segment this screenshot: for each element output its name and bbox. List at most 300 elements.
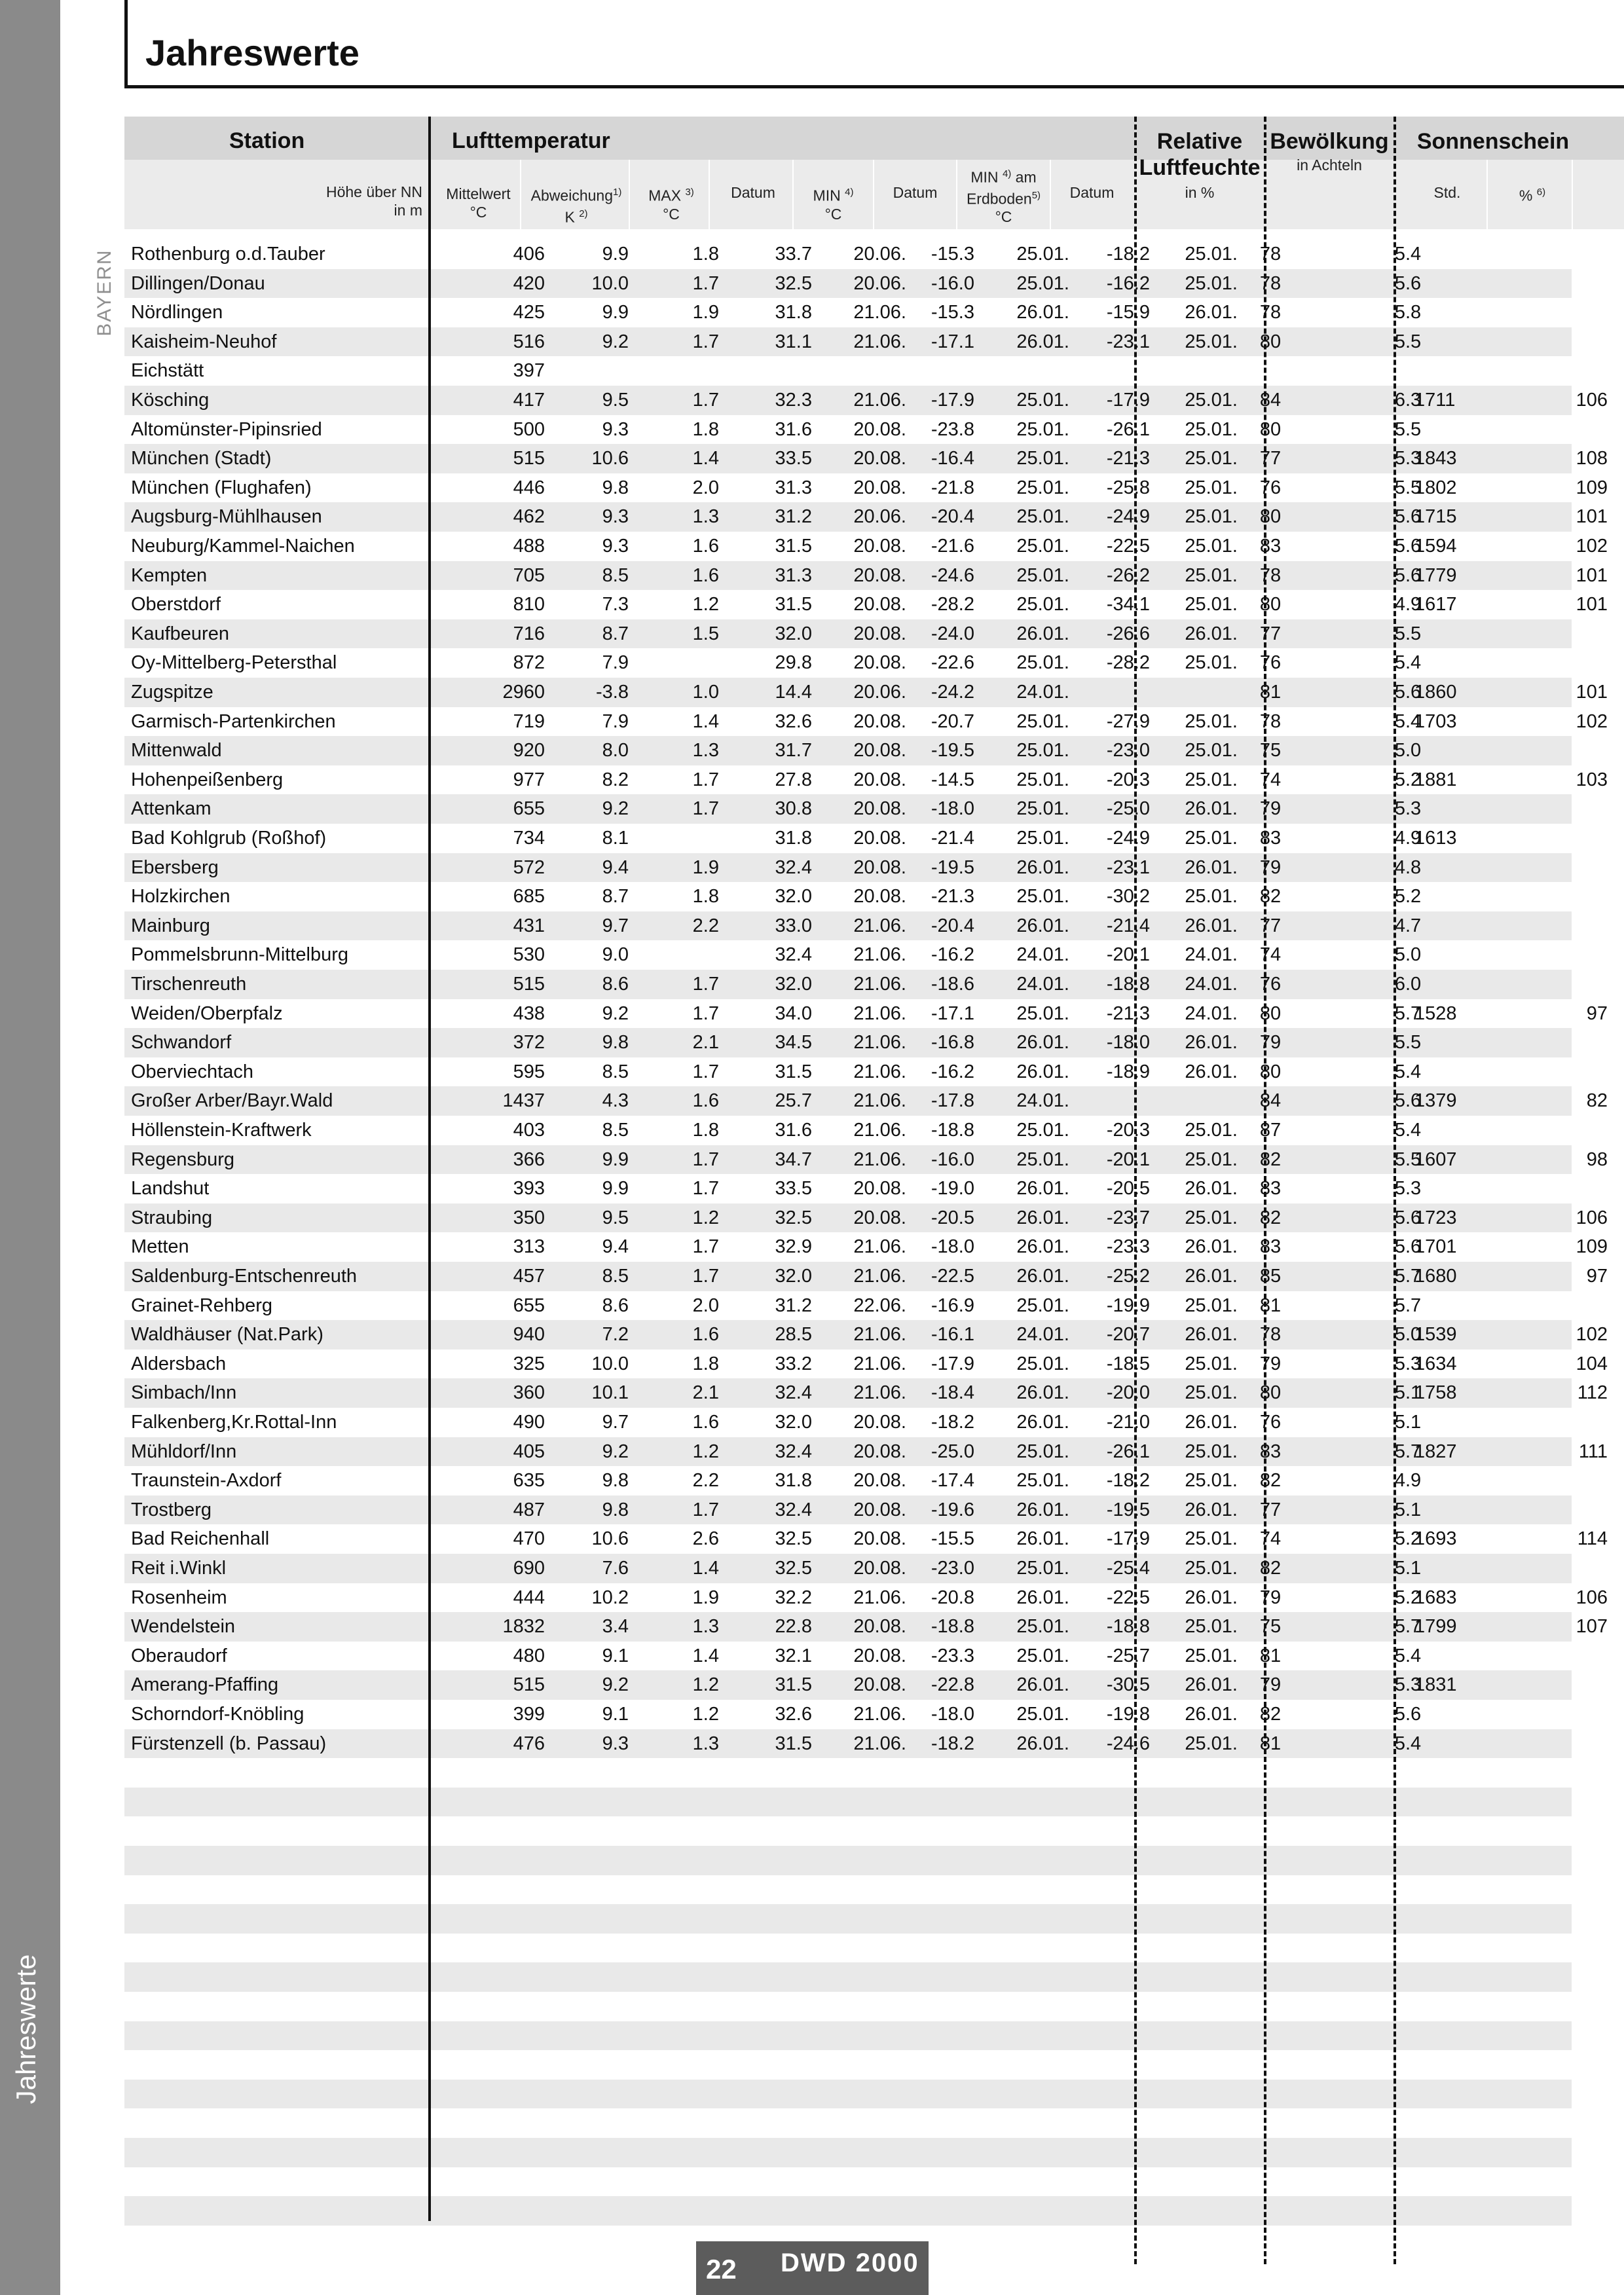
cell-min: -22.5 (931, 1266, 974, 1287)
cell-erd: -22.5 (1106, 536, 1150, 557)
cell-mittel: 7.2 (602, 1324, 629, 1346)
header-lufttemperatur: Lufttemperatur (452, 128, 610, 153)
cell-station: Grainet-Rehberg (131, 1294, 272, 1316)
cell-feuchte: 76 (1259, 974, 1282, 995)
footnote-2: 2) (579, 208, 588, 219)
cell-min-d: 25.01. (1016, 769, 1069, 790)
cell-feuchte: 78 (1259, 1324, 1282, 1346)
cell-std (1414, 736, 1513, 765)
cell-station: Nördlingen (131, 302, 223, 323)
subheader-hoehe (288, 183, 422, 219)
cell-max: 31.5 (775, 594, 812, 615)
cell-abw: 1.3 (692, 1733, 719, 1754)
cell-station: Garmisch-Partenkirchen (131, 710, 336, 732)
cell-hoehe: 500 (513, 418, 545, 440)
cell-mittel: 10.1 (591, 1382, 629, 1404)
cell-min: -17.9 (931, 1353, 974, 1374)
cell-erd-d: 25.01. (1185, 1120, 1238, 1141)
cell-min: -21.6 (931, 536, 974, 557)
cell-min: -16.1 (931, 1324, 974, 1346)
cell-hoehe: 977 (513, 769, 545, 790)
cell-min-d: 24.01. (1016, 974, 1069, 995)
cell-hoehe: 515 (513, 1674, 545, 1696)
cell-erd-d: 25.01. (1185, 536, 1238, 557)
cell-feuchte: 81 (1259, 1294, 1282, 1316)
cell-station: Oberstdorf (131, 594, 221, 615)
cell-pct (1500, 298, 1608, 327)
cell-max: 32.6 (775, 1704, 812, 1725)
cell-min-d: 25.01. (1016, 448, 1069, 469)
cell-erd: -20.1 (1106, 944, 1150, 966)
cell-mittel: 9.4 (602, 856, 629, 878)
cell-min-d: 25.01. (1016, 1704, 1069, 1725)
cell-feuchte: 80 (1259, 331, 1282, 352)
cell-std (1414, 940, 1513, 970)
table-row (124, 269, 1572, 299)
cell-max-d: 20.08. (853, 418, 906, 440)
cell-erd: -23.0 (1106, 740, 1150, 762)
cell-std: 1881 (1414, 769, 1457, 790)
cell-feuchte: 82 (1259, 1558, 1282, 1579)
table-row (124, 356, 1572, 386)
cell-station: Falkenberg,Kr.Rottal-Inn (131, 1412, 337, 1433)
cell-mittel: 10.0 (591, 1353, 629, 1374)
cell-erd: -26.1 (1106, 418, 1150, 440)
cell-min-d: 25.01. (1016, 564, 1069, 586)
cell-std (1414, 327, 1513, 357)
cell-min-d: 25.01. (1016, 798, 1069, 820)
cell-max: 34.5 (775, 1032, 812, 1054)
cell-min: -17.9 (931, 390, 974, 411)
cell-min-d: 25.01. (1016, 828, 1069, 849)
cell-hoehe: 690 (513, 1558, 545, 1579)
table-row (124, 1788, 1572, 1817)
cell-erd-d: 25.01. (1185, 390, 1238, 411)
cell-abw: 2.2 (692, 915, 719, 936)
cell-hoehe: 406 (513, 244, 545, 265)
cell-max-d: 21.06. (853, 915, 906, 936)
cell-feuchte: 78 (1259, 302, 1282, 323)
cell-min: -20.5 (931, 1207, 974, 1228)
cell-pct: 114 (1577, 1528, 1608, 1550)
cell-erd: -21.4 (1106, 915, 1150, 936)
cell-min: -24.6 (931, 564, 974, 586)
table-row (124, 1962, 1572, 1992)
cell-mittel: 9.8 (602, 1470, 629, 1492)
cell-std (1414, 298, 1513, 327)
cell-max: 31.7 (775, 740, 812, 762)
cell-bew: 5.2 (1394, 1528, 1422, 1550)
cell-mittel: 9.9 (602, 244, 629, 265)
table-row (124, 532, 1608, 561)
footnote-3: 3) (685, 187, 694, 198)
cell-erd-d: 25.01. (1185, 272, 1238, 294)
cell-pct: 102 (1576, 1324, 1608, 1346)
cell-hoehe: 716 (513, 623, 545, 644)
cell-pct: 101 (1576, 564, 1608, 586)
table-row (124, 736, 1572, 765)
cell-min-d: 26.01. (1016, 1236, 1069, 1258)
cell-hoehe: 655 (513, 798, 545, 820)
cell-bew: 5.3 (1394, 798, 1422, 820)
cell-hoehe: 872 (513, 652, 545, 674)
cell-max-d: 20.08. (853, 1558, 906, 1579)
cell-hoehe: 572 (513, 856, 545, 878)
cell-bew: 5.5 (1394, 1148, 1422, 1170)
table-row (124, 1642, 1572, 1671)
cell-min: -16.8 (931, 1032, 974, 1054)
cell-bew: 5.3 (1394, 1674, 1422, 1696)
cell-feuchte: 82 (1259, 886, 1282, 908)
cell-min: -21.8 (931, 477, 974, 498)
cell-abw: 1.7 (692, 272, 719, 294)
cell-feuchte: 80 (1259, 1382, 1282, 1404)
cell-pct: 106 (1576, 1207, 1608, 1228)
cell-pct (1500, 853, 1608, 883)
cell-abw: 1.8 (692, 1120, 719, 1141)
cell-station: Oberviechtach (131, 1061, 253, 1082)
cell-std (1414, 356, 1513, 386)
cell-max-d: 21.06. (853, 1382, 906, 1404)
cell-max: 31.8 (775, 1470, 812, 1492)
table-row (124, 1349, 1608, 1379)
cell-abw: 1.3 (692, 506, 719, 528)
cell-bew: 5.7 (1394, 1441, 1422, 1462)
cell-max: 32.9 (775, 1236, 812, 1258)
cell-max-d: 21.06. (853, 974, 906, 995)
cell-erd-d: 26.01. (1185, 1324, 1238, 1346)
cell-abw: 1.5 (692, 623, 719, 644)
cell-feuchte (1198, 356, 1342, 386)
cell-max: 31.1 (775, 331, 812, 352)
cell-station: Attenkam (131, 798, 212, 820)
cell-pct (1500, 240, 1608, 269)
cell-abw: 1.9 (692, 856, 719, 878)
cell-feuchte: 77 (1259, 1499, 1282, 1520)
cell-pct (1500, 1291, 1608, 1321)
cell-erd: -23.1 (1106, 856, 1150, 878)
cell-station: Neuburg/Kammel-Naichen (131, 536, 355, 557)
cell-station: Straubing (131, 1207, 213, 1228)
cell-hoehe: 372 (513, 1032, 545, 1054)
cell-hoehe: 457 (513, 1266, 545, 1287)
cell-min: -22.8 (931, 1674, 974, 1696)
cell-min-d: 26.01. (1016, 915, 1069, 936)
cell-abw: 1.6 (692, 1324, 719, 1346)
cell-max-d: 20.08. (853, 1441, 906, 1462)
subheader-max-label: MAX (648, 187, 682, 204)
table-row (124, 327, 1572, 357)
cell-mittel: 9.2 (602, 1441, 629, 1462)
cell-min-d: 25.01. (1016, 1002, 1069, 1024)
cell-max-d: 21.06. (853, 1002, 906, 1024)
cell-hoehe: 425 (513, 302, 545, 323)
cell-station: Kempten (131, 564, 208, 586)
subheader-pct (1500, 183, 1565, 205)
cell-erd: -27.9 (1106, 710, 1150, 732)
cell-std: 1617 (1414, 594, 1457, 615)
cell-erd: -30.2 (1106, 886, 1150, 908)
subheader-mittelwert (437, 185, 519, 221)
cell-max-d: 20.08. (853, 740, 906, 762)
cell-min: -19.0 (931, 1178, 974, 1200)
footnote-4b: 4) (1002, 168, 1012, 179)
cell-station: Schorndorf-Knöbling (131, 1704, 304, 1725)
subheader-max-datum: Datum (731, 184, 775, 201)
cell-feuchte: 74 (1259, 944, 1282, 966)
cell-pct: 112 (1577, 1382, 1608, 1404)
cell-std (1414, 1057, 1513, 1087)
cell-erd-d: 25.01. (1185, 1528, 1238, 1550)
cell-max-d: 21.06. (853, 1148, 906, 1170)
table-row (124, 678, 1608, 707)
cell-min: -28.2 (931, 594, 974, 615)
cell-std: 1594 (1414, 536, 1457, 557)
cell-min: -18.0 (931, 1236, 974, 1258)
cell-mittel: 9.5 (602, 390, 629, 411)
cell-feuchte: 80 (1259, 1061, 1282, 1082)
cell-pct (1500, 824, 1608, 853)
table-row (124, 1466, 1572, 1496)
table-row (124, 1320, 1608, 1349)
cell-erd-d: 25.01. (1185, 477, 1238, 498)
cell-hoehe: 350 (513, 1207, 545, 1228)
footer-brand: DWD 2000 (781, 2249, 919, 2277)
cell-feuchte: 78 (1259, 272, 1282, 294)
cell-pct (1500, 1700, 1608, 1729)
cell-std: 1723 (1414, 1207, 1457, 1228)
cell-erd-d: 26.01. (1185, 302, 1238, 323)
cell-abw: 1.2 (692, 1441, 719, 1462)
cell-bew: 5.2 (1394, 1587, 1422, 1608)
cell-pct (1500, 356, 1608, 386)
dashed-divider (1134, 117, 1137, 2264)
cell-std: 1843 (1414, 448, 1457, 469)
cell-min-d: 24.01. (1016, 1324, 1069, 1346)
cell-max-d: 20.08. (853, 594, 906, 615)
cell-hoehe: 719 (513, 710, 545, 732)
cell-max-d: 21.06. (853, 331, 906, 352)
cell-min-d: 26.01. (1016, 1032, 1069, 1054)
cell-pct (1500, 1174, 1608, 1203)
footnote-5: 5) (1031, 189, 1041, 201)
cell-mittel: 8.5 (602, 1061, 629, 1082)
table-row (124, 1758, 1572, 1788)
table-row (124, 1496, 1572, 1525)
cell-min: -23.3 (931, 1645, 974, 1666)
table-row (124, 999, 1608, 1029)
subheader-min-datum: Datum (893, 184, 938, 201)
table-row (124, 1612, 1608, 1642)
cell-bew: 5.6 (1394, 682, 1422, 703)
cell-mittel: 9.8 (602, 1032, 629, 1054)
cell-pct (1500, 1028, 1608, 1057)
table-row (124, 765, 1608, 795)
cell-erd: -24.9 (1106, 828, 1150, 849)
subheader-mittelwert-line2: °C (470, 204, 487, 221)
cell-max-d: 20.08. (853, 1178, 906, 1200)
cell-station: Augsburg-Mühlhausen (131, 506, 322, 528)
cell-erd-d: 25.01. (1185, 331, 1238, 352)
header-bewoelkung-unit: in Achteln (1297, 156, 1362, 174)
cell-std: 1539 (1414, 1324, 1457, 1346)
cell-min-d: 25.01. (1016, 272, 1069, 294)
cell-erd: -18.2 (1106, 1470, 1150, 1492)
cell-bew: 5.0 (1394, 944, 1422, 966)
cell-abw: 1.6 (692, 564, 719, 586)
cell-erd-d: 26.01. (1185, 1266, 1238, 1287)
cell-bew: 5.0 (1394, 740, 1422, 762)
cell-min-d: 25.01. (1016, 1148, 1069, 1170)
cell-max-d: 20.08. (853, 477, 906, 498)
cell-max: 32.0 (775, 623, 812, 644)
cell-hoehe: 397 (513, 360, 545, 382)
cell-feuchte: 82 (1259, 1148, 1282, 1170)
cell-min-d: 25.01. (1016, 886, 1069, 908)
cell-max: 32.4 (775, 1441, 812, 1462)
cell-bew: 6.0 (1394, 974, 1422, 995)
cell-pct (1500, 1466, 1608, 1496)
cell-hoehe: 685 (513, 886, 545, 908)
cell-mittel: 4.3 (602, 1090, 629, 1112)
cell-min: -25.0 (931, 1441, 974, 1462)
cell-min: -16.0 (931, 272, 974, 294)
cell-std (1414, 269, 1513, 299)
cell-pct: 102 (1576, 710, 1608, 732)
cell-max-d: 20.08. (853, 1470, 906, 1492)
cell-station: Dillingen/Donau (131, 272, 265, 294)
cell-min-d: 25.01. (1016, 1120, 1069, 1141)
table-row (124, 1846, 1572, 1875)
cell-std (1414, 1642, 1513, 1671)
cell-bew: 5.3 (1394, 1353, 1422, 1374)
cell-bew: 5.7 (1394, 1294, 1422, 1316)
table-row (124, 2080, 1572, 2109)
cell-max-d: 20.08. (853, 1499, 906, 1520)
cell-station: Mühldorf/Inn (131, 1441, 237, 1462)
cell-min-d: 25.01. (1016, 740, 1069, 762)
cell-hoehe: 438 (513, 1002, 545, 1024)
cell-erd: -34.1 (1106, 594, 1150, 615)
cell-min: -18.8 (931, 1120, 974, 1141)
cell-pct (1500, 1729, 1608, 1759)
cell-max: 32.3 (775, 390, 812, 411)
cell-min: -17.1 (931, 331, 974, 352)
table-row (124, 1057, 1572, 1087)
header-relative-unit: in % (1185, 184, 1215, 201)
cell-max: 32.4 (775, 1499, 812, 1520)
table-row (124, 444, 1608, 473)
table-row (124, 853, 1572, 883)
cell-erd-d: 26.01. (1185, 798, 1238, 820)
cell-feuchte: 77 (1259, 915, 1282, 936)
cell-mittel: 8.0 (602, 740, 629, 762)
cell-mittel: 8.2 (602, 769, 629, 790)
cell-hoehe: 417 (513, 390, 545, 411)
cell-mittel: 8.1 (602, 828, 629, 849)
cell-station: Amerang-Pfaffing (131, 1674, 279, 1696)
cell-min-d: 26.01. (1016, 1587, 1069, 1608)
cell-bew: 5.6 (1394, 1207, 1422, 1228)
cell-pct (1500, 619, 1608, 649)
cell-std: 1703 (1414, 710, 1457, 732)
cell-std (1414, 853, 1513, 883)
cell-bew: 5.2 (1394, 886, 1422, 908)
cell-bew: 5.5 (1394, 418, 1422, 440)
cell-min: -23.0 (931, 1558, 974, 1579)
cell-station: Kösching (131, 390, 210, 411)
cell-min-d: 26.01. (1016, 331, 1069, 352)
cell-hoehe: 516 (513, 331, 545, 352)
cell-bew: 4.9 (1394, 594, 1422, 615)
cell-hoehe: 705 (513, 564, 545, 586)
cell-mittel: 9.9 (602, 302, 629, 323)
cell-min-d: 26.01. (1016, 1733, 1069, 1754)
table-row (124, 970, 1572, 999)
cell-station: Saldenburg-Entschenreuth (131, 1266, 358, 1287)
cell-abw: 1.4 (692, 710, 719, 732)
cell-hoehe: 446 (513, 477, 545, 498)
cell-bew: 4.9 (1394, 828, 1422, 849)
subheader-minerd-label: MIN (970, 168, 999, 186)
cell-erd: -17.9 (1106, 1528, 1150, 1550)
cell-abw: 1.2 (692, 1674, 719, 1696)
cell-hoehe: 403 (513, 1120, 545, 1141)
cell-station: Schwandorf (131, 1032, 232, 1054)
cell-max: 33.2 (775, 1353, 812, 1374)
cell-pct: 106 (1576, 390, 1608, 411)
table-row (124, 911, 1572, 941)
cell-pct (1500, 1408, 1608, 1437)
cell-mittel: 7.9 (602, 652, 629, 674)
cell-abw: 1.7 (692, 1236, 719, 1258)
cell-mittel: 9.5 (602, 1207, 629, 1228)
cell-max: 25.7 (775, 1090, 812, 1112)
cell-erd: -25.0 (1106, 798, 1150, 820)
cell-erd-d: 24.01. (1185, 944, 1238, 966)
cell-mittel: 9.3 (602, 418, 629, 440)
cell-mittel: 9.3 (602, 506, 629, 528)
cell-min: -18.8 (931, 1616, 974, 1638)
table-row (124, 1992, 1572, 2021)
cell-feuchte: 82 (1259, 1704, 1282, 1725)
cell-min: -19.6 (931, 1499, 974, 1520)
cell-erd: -23.3 (1106, 1236, 1150, 1258)
cell-feuchte: 78 (1259, 564, 1282, 586)
cell-abw: 1.6 (692, 1090, 719, 1112)
cell-std (1414, 240, 1513, 269)
cell-abw: 2.1 (692, 1032, 719, 1054)
cell-std (1414, 648, 1513, 678)
cell-feuchte: 83 (1259, 828, 1282, 849)
cell-pct (1500, 269, 1608, 299)
cell-max: 32.0 (775, 1266, 812, 1287)
cell-bew: 5.6 (1394, 536, 1422, 557)
cell-max: 31.3 (775, 477, 812, 498)
subheader-separator (956, 160, 957, 229)
table-row (124, 1437, 1608, 1467)
cell-erd-d: 25.01. (1185, 1733, 1238, 1754)
table-row (124, 502, 1608, 532)
cell-erd: -25.8 (1106, 477, 1150, 498)
cell-pct: 109 (1576, 477, 1608, 498)
cell-std (1414, 1116, 1513, 1145)
table-row (124, 473, 1608, 503)
cell-std (1414, 619, 1513, 649)
cell-bew: 5.6 (1394, 1704, 1422, 1725)
cell-abw: 1.2 (692, 1207, 719, 1228)
cell-min-d: 25.01. (1016, 418, 1069, 440)
